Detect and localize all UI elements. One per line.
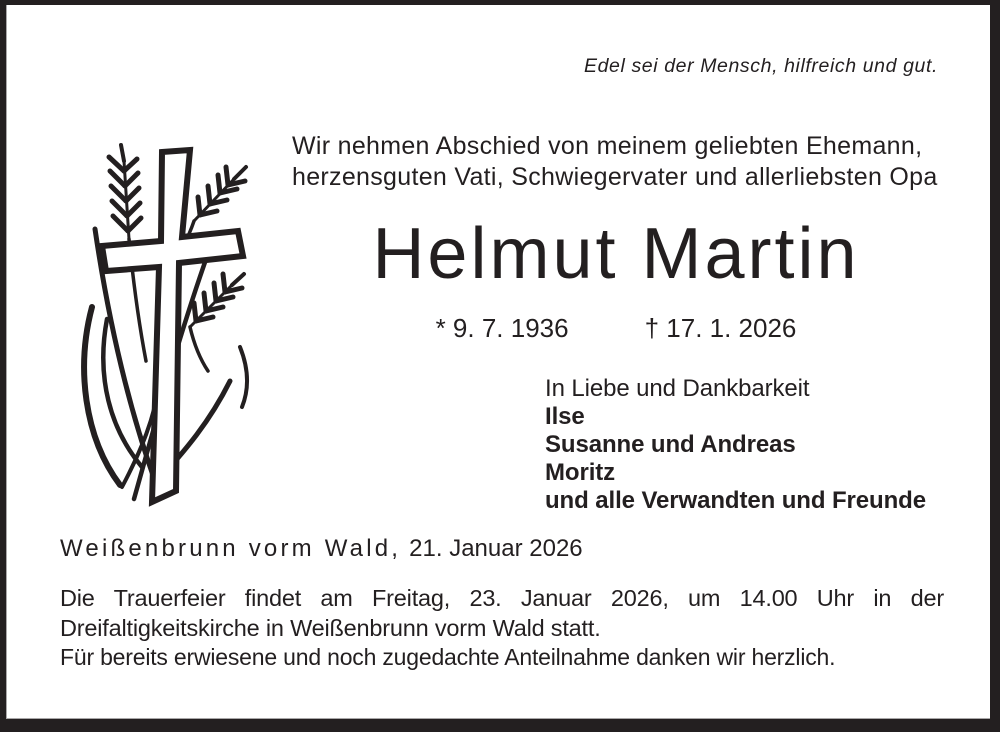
birth-date: * 9. 7. 1936 [435, 313, 569, 343]
intro-line: Wir nehmen Abschied von meinem geliebten Ehemann, [292, 132, 923, 160]
death-date: † 17. 1. 2026 [644, 313, 797, 343]
mourner-name: Ilse [545, 403, 585, 430]
farewell-heading: In Liebe und Dankbarkeit [545, 375, 810, 402]
intro-line: herzensguten Vati, Schwiegervater und allerliebsten Opa [292, 163, 938, 191]
deceased-name: Helmut Martin [372, 214, 860, 294]
service-line: Dreifaltigkeitskirche in Weißenbrunn vorm Wald statt. [60, 614, 601, 641]
thanks-line: Für bereits erwiesene und noch zugedachte Anteilnahme danken wir herzlich. [60, 644, 836, 670]
mourners-block [545, 375, 926, 515]
cross-wheat-illustration [62, 119, 290, 521]
place-date-line [60, 535, 583, 563]
intro-text [292, 131, 954, 193]
mourner-name: Susanne und Andreas [545, 431, 796, 458]
obituary-notice [6, 5, 990, 719]
service-info [60, 584, 944, 643]
mourner-name: und alle Verwandten und Freunde [545, 487, 926, 514]
wheat-ear-icon [109, 145, 141, 239]
mourner-name: Moritz [545, 459, 616, 486]
wheat-ear-icon [194, 167, 246, 221]
place-name: Weißenbrunn vorm Wald, [60, 535, 402, 562]
service-line: Die Trauerfeier findet am Freitag, 23. Januar 2026, um 14.00 Uhr in der [60, 585, 944, 611]
life-dates [282, 313, 950, 344]
epigraph: Edel sei der Mensch, hilfreich und gut. [584, 55, 938, 77]
notice-date: 21. Januar 2026 [409, 535, 583, 562]
